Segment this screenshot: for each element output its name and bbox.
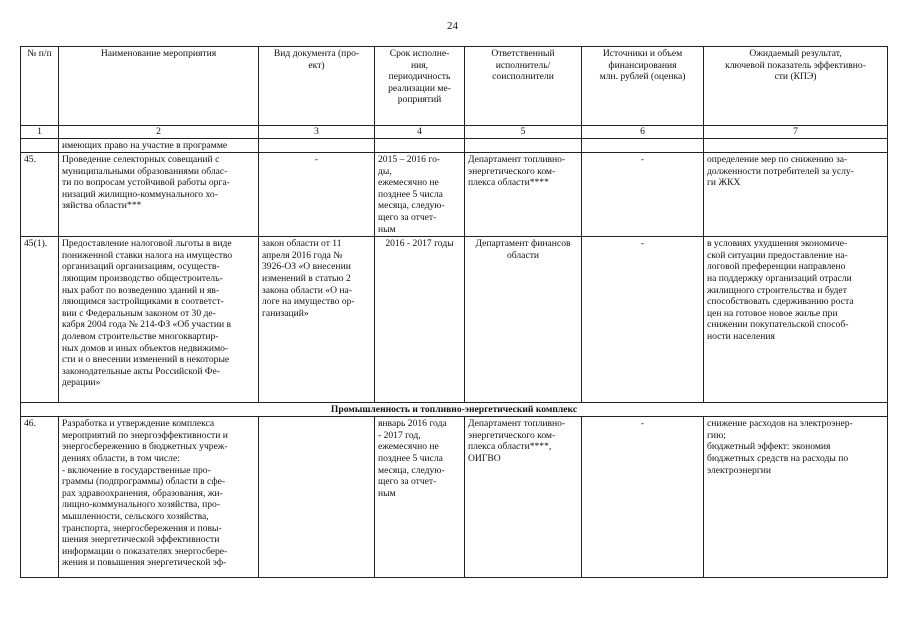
measures-table [20, 46, 888, 578]
term: январь 2016 года - 2017 год, ежемесячно не позднее 5 числа месяца, следую- щего за отчет- ным [375, 417, 465, 578]
expected-result: снижение расходов на электроэнер- гию; бюджетный эффект: экономия бюджетных средств на расходы по электроэнергии [704, 417, 888, 578]
header-cell-result: Ожидаемый результат, ключевой показатель эффективно- сти (КПЭ) [704, 47, 888, 126]
term: 2015 – 2016 го- ды, ежемесячно не позднее 5 числа месяца, следую- щего за отчет- ным [375, 153, 465, 237]
row-number: 45(1). [21, 237, 59, 403]
executor: Департамент топливно- энергетического ком- плекса области****, ОИГВО [465, 417, 582, 578]
financing: - [582, 153, 704, 237]
page-number: 24 [447, 20, 458, 32]
header-cell-executor: Ответственный исполнитель/ соисполнители [465, 47, 582, 126]
header-cell-name: Наименование мероприятия [59, 47, 259, 126]
document-type: - [259, 153, 375, 237]
continuation-row [21, 139, 888, 153]
column-number: 4 [375, 126, 465, 139]
section-row [21, 403, 888, 417]
document-type: закон области от 11 апреля 2016 года № 3926-ОЗ «О внесении изменений в статью 2 закона области «О на- логе на имущество ор- ганизаций» [259, 237, 375, 403]
expected-result: в условиях ухудшения экономиче- ской ситуации предоставление на- логовой преференции направлено на поддержку организаций отрасли жилищного строительства и будет способствовать сдерживанию роста цен на готовое новое жилье при снижении покупательской способ- ности населения [704, 237, 888, 403]
measure-name: Разработка и утверждение комплекса мероприятий по энергоэффективности и энергосбережению в бюджетных учреж- дениях области, в том числе: - включение в государственные про- граммы (подпрограммы) области в сфе- рах здравоохранения, образования, жи- лищно-коммунального хозяйства, про- мышленности, сельского хозяйства, транспорта, энергосбережения и повы- шения энергетической эффективности информации о показателях энергосбере- жения и повышения энергетической эф- [59, 417, 259, 578]
column-number: 7 [704, 126, 888, 139]
table-row [21, 153, 888, 237]
executor: Департамент финансов области [465, 237, 582, 403]
column-number: 1 [21, 126, 59, 139]
financing: - [582, 237, 704, 403]
header-cell-doc-type: Вид документа (про- ект) [259, 47, 375, 126]
table-header-row [21, 47, 888, 126]
column-number: 5 [465, 126, 582, 139]
column-number: 2 [59, 126, 259, 139]
document-type [259, 417, 375, 578]
measure-name: Предоставление налоговой льготы в виде пониженной ставки налога на имущество организаций организациям, осуществ- ляющим производство общестроитель- ных работ по возведению зданий и яв- ляющимся застройщиками в соответст- вии с Федеральным законом от 30 де- кабря 2004 года № 214-ФЗ «Об участии в долевом строительстве многоквартир- ных домов и иных объектов недвижимо- сти и о внесении изменений в некоторые законодательные акты Российской Фе- дерации» [59, 237, 259, 403]
column-number-row [21, 126, 888, 139]
term: 2016 - 2017 годы [375, 237, 465, 403]
header-cell-term: Срок исполне- ния, периодичность реализации ме- роприятий [375, 47, 465, 126]
measure-name: Проведение селекторных совещаний с муниципальными образованиями облас- ти по вопросам устойчивой работы орга- низаций жилищно-коммунального хо- зяйства области*** [59, 153, 259, 237]
row-number: 46. [21, 417, 59, 578]
section-title: Промышленность и топливно-энергетический комплекс [21, 403, 888, 417]
executor: Департамент топливно- энергетического ком- плекса области**** [465, 153, 582, 237]
header-cell-financing: Источники и объем финансирования млн. рублей (оценка) [582, 47, 704, 126]
table-row [21, 237, 888, 403]
column-number: 3 [259, 126, 375, 139]
row-number: 45. [21, 153, 59, 237]
column-number: 6 [582, 126, 704, 139]
financing: - [582, 417, 704, 578]
header-cell-number: № п/п [21, 47, 59, 126]
table-row [21, 417, 888, 578]
expected-result: определение мер по снижению за- долженности потребителей за услу- ги ЖКХ [704, 153, 888, 237]
continuation-text: имеющих право на участие в программе [59, 139, 259, 153]
